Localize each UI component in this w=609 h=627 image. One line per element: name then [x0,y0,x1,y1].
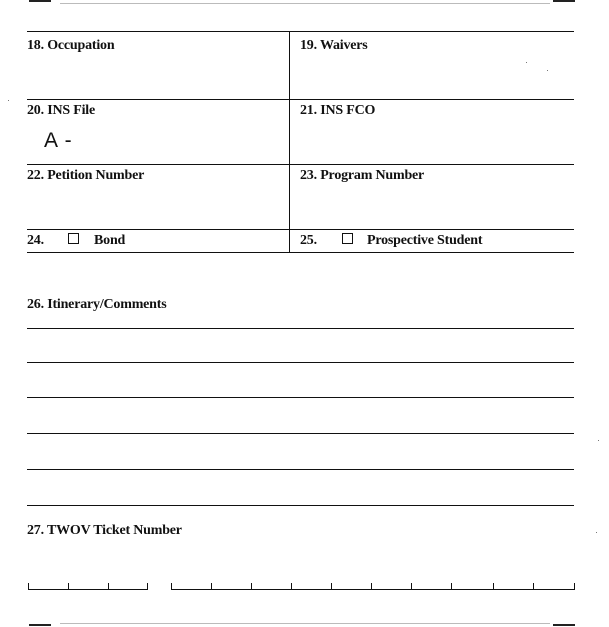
comb-tick [147,583,148,590]
comb-tick [171,583,172,590]
comb-tick [291,583,292,590]
comment-line [27,505,574,506]
comb-tick [533,583,534,590]
top-edge-mark [29,0,51,2]
comb-tick [28,583,29,590]
bond-checkbox[interactable] [68,233,79,244]
scan-speck [8,100,9,101]
petition-number-label: 22. Petition Number [27,168,145,183]
comb-tick [493,583,494,590]
comment-line [27,433,574,434]
occupation-field[interactable] [27,58,287,98]
comment-line [27,362,574,363]
occupation-label: 18. Occupation [27,38,115,53]
comb-tick [331,583,332,590]
comment-line [27,328,574,329]
row-line-2 [27,164,574,165]
waivers-field[interactable] [300,58,572,98]
comb-tick [451,583,452,590]
comb-tick [411,583,412,590]
bottom-edge-dash [60,623,550,624]
comb-tick [108,583,109,590]
row-line-3 [27,229,574,230]
comb-tick [574,583,575,590]
row-line-1 [27,99,574,100]
petition-number-field[interactable] [27,188,287,227]
comment-line [27,469,574,470]
program-number-field[interactable] [300,188,572,227]
comb-baseline-right [171,589,575,590]
waivers-label: 19. Waivers [300,38,368,53]
scan-speck [596,532,597,533]
row-line-4 [27,252,574,253]
top-edge-dash [60,3,550,4]
scan-speck [547,70,548,71]
bond-number: 24. [27,233,44,248]
prospective-student-number: 25. [300,233,317,248]
bottom-edge-mark-right [553,624,575,626]
prospective-student-checkbox[interactable] [342,233,353,244]
itinerary-comments-label: 26. Itinerary/Comments [27,297,167,312]
ins-file-label: 20. INS File [27,103,95,118]
twov-ticket-number-label: 27. TWOV Ticket Number [27,523,182,538]
ins-file-field[interactable] [82,126,287,162]
prospective-student-label: Prospective Student [367,233,483,248]
top-edge-mark-right [553,0,575,2]
program-number-label: 23. Program Number [300,168,425,183]
comb-tick [68,583,69,590]
row-line-top [27,31,574,32]
comb-tick [371,583,372,590]
ins-fco-label: 21. INS FCO [300,103,376,118]
comb-baseline-left [28,589,148,590]
comb-tick [211,583,212,590]
scan-speck [598,440,599,441]
column-divider [289,31,290,253]
bond-label: Bond [94,233,126,248]
comb-tick [251,583,252,590]
ins-fco-field[interactable] [300,124,572,162]
comment-line [27,397,574,398]
scan-speck [526,62,527,63]
bottom-edge-mark [29,624,51,626]
ins-file-prefix: A - [44,129,73,152]
